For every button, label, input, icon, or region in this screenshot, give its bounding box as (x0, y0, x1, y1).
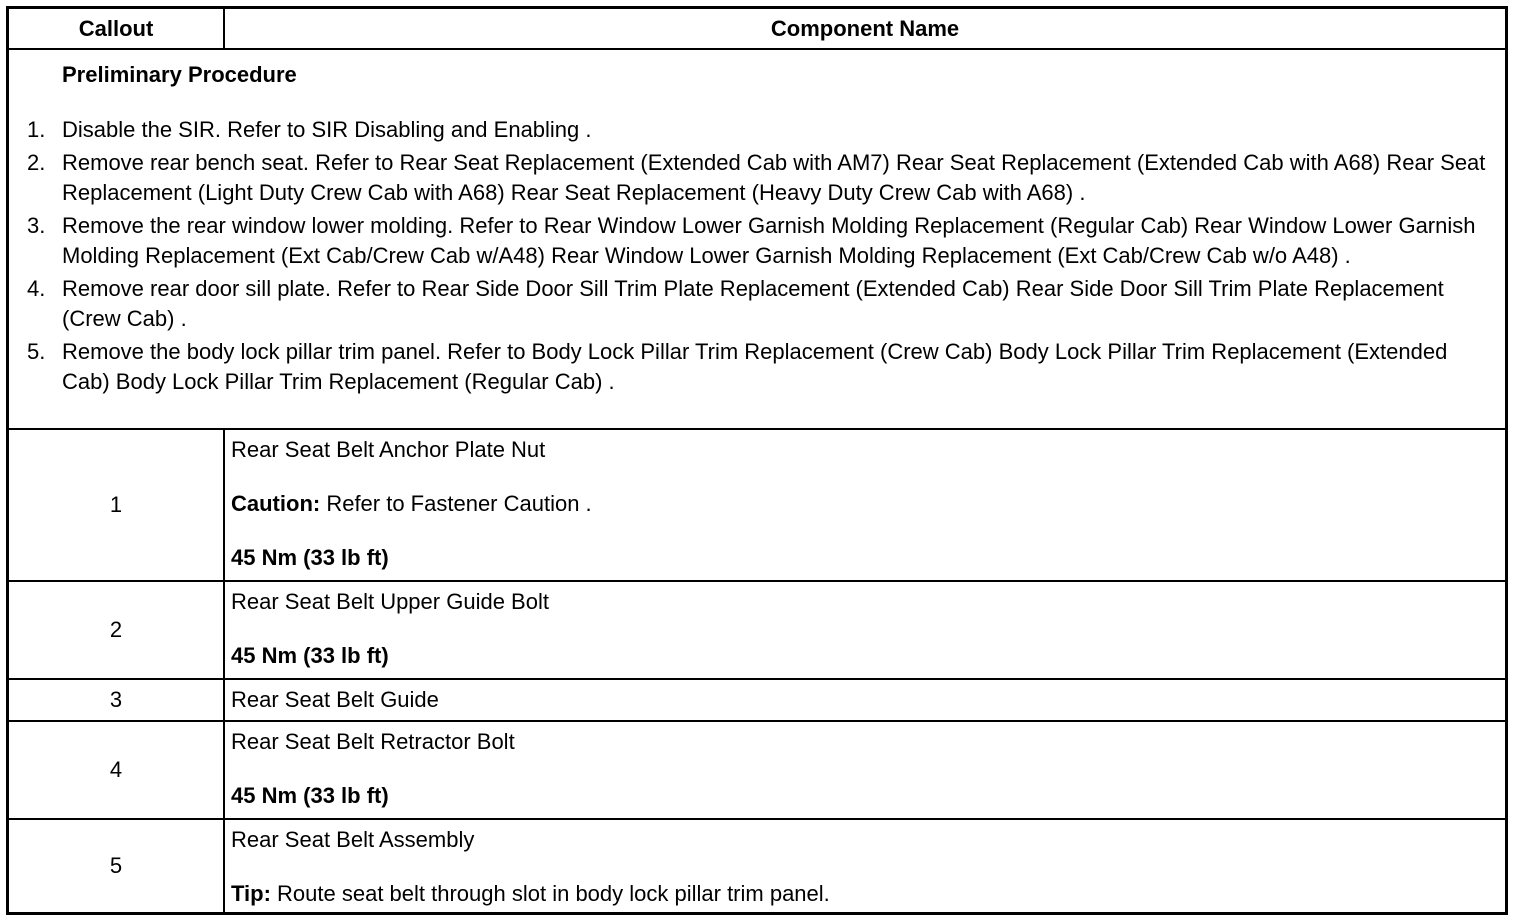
step-text: Remove the rear window lower molding. Refer to Rear Window Lower Garnish Molding Replacement (Regular Cab) Rear Window Lower Garnish Molding Replacement (Ext Cab/Crew Cab w/A48) Rear Window Lower Garnish Molding Replacement (Ext Cab/Crew Cab w/o A48) . (62, 213, 1476, 268)
procedure-step (9, 274, 1497, 334)
component-name: Rear Seat Belt Guide (231, 687, 439, 712)
callout-number: 1 (9, 430, 225, 580)
preliminary-procedure-row (9, 50, 1505, 430)
component-cell (225, 680, 1505, 720)
callout-number: 3 (9, 680, 225, 720)
caution-label: Caution: (231, 491, 321, 516)
step-number: 5. (27, 339, 46, 364)
table-row (9, 430, 1505, 582)
step-text: Disable the SIR. Refer to SIR Disabling and Enabling . (62, 117, 592, 142)
table-header-row (9, 9, 1505, 50)
step-number: 4. (27, 276, 46, 301)
table-row (9, 680, 1505, 722)
table-row (9, 582, 1505, 680)
component-name: Rear Seat Belt Assembly (231, 827, 475, 852)
table-row (9, 722, 1505, 820)
procedure-step (9, 337, 1497, 397)
component-name: Rear Seat Belt Upper Guide Bolt (231, 589, 549, 614)
caution-text: Refer to Fastener Caution . (320, 491, 592, 516)
procedure-table (6, 6, 1508, 915)
component-name: Rear Seat Belt Retractor Bolt (231, 729, 515, 754)
component-name: Rear Seat Belt Anchor Plate Nut (231, 437, 546, 462)
component-name-column-header: Component Name (770, 16, 960, 41)
component-cell (225, 430, 1505, 580)
torque-spec: 45 Nm (33 lb ft) (231, 643, 389, 668)
step-text: Remove rear bench seat. Refer to Rear Seat Replacement (Extended Cab with AM7) Rear Seat Replacement (Extended Cab with A68) Rear Seat Replacement (Light Duty Crew Cab with A68) Rear Seat Replacement (Heavy Duty Crew Cab with A68) . (62, 150, 1486, 205)
callout-number: 4 (9, 722, 225, 818)
component-cell (225, 820, 1505, 912)
preliminary-procedure (9, 50, 1505, 400)
callout-column-header: Callout (9, 9, 225, 48)
preliminary-procedure-title: Preliminary Procedure (62, 62, 297, 87)
component-cell (225, 722, 1505, 818)
torque-spec: 45 Nm (33 lb ft) (231, 783, 389, 808)
callout-number: 2 (9, 582, 225, 678)
step-number: 1. (27, 117, 46, 142)
step-number: 2. (27, 150, 46, 175)
tip-text: Route seat belt through slot in body lock pillar trim panel. (270, 881, 830, 906)
procedure-step (9, 115, 1497, 145)
step-text: Remove rear door sill plate. Refer to Rear Side Door Sill Trim Plate Replacement (Extended Cab) Rear Side Door Sill Trim Plate Replacement (Crew Cab) . (62, 276, 1444, 331)
table-row (9, 820, 1505, 912)
step-number: 3. (27, 213, 46, 238)
callout-number: 5 (9, 820, 225, 912)
caution-note (231, 490, 1497, 517)
torque-spec: 45 Nm (33 lb ft) (231, 545, 389, 570)
tip-note (231, 880, 1497, 907)
tip-label: Tip: (231, 881, 271, 906)
step-text: Remove the body lock pillar trim panel. Refer to Body Lock Pillar Trim Replacement (Crew Cab) Body Lock Pillar Trim Replacement (Extended Cab) Body Lock Pillar Trim Replacement (Regular Cab) . (62, 339, 1448, 394)
procedure-step (9, 148, 1497, 208)
procedure-step (9, 211, 1497, 271)
component-cell (225, 582, 1505, 678)
